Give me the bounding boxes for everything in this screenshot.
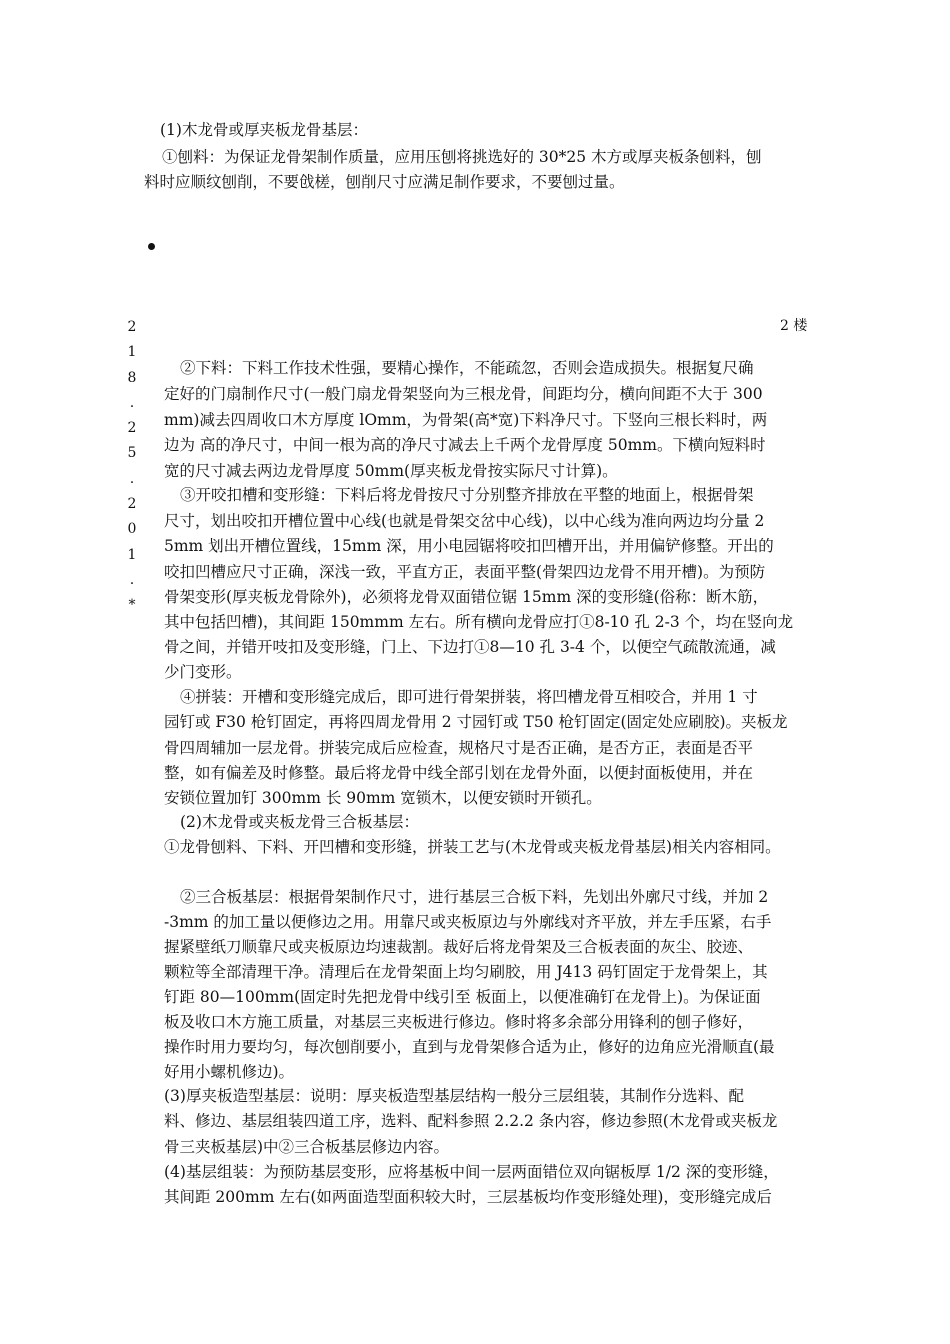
- body-line: 骨四周辅加一层龙骨。拼装完成后应检查，规格尺寸是否正确，是否方正，表面是否平: [164, 739, 754, 757]
- body-line: ④拼装：开槽和变形缝完成后，即可进行骨架拼装，将凹槽龙骨互相咬合，并用 1 寸: [180, 688, 758, 706]
- side-vertical-text: [124, 315, 140, 619]
- body-line: ②三合板基层：根据骨架制作尺寸，进行基层三合板下料，先划出外廓尺寸线，并加 2: [180, 888, 769, 906]
- body-line: 其中包括凹槽)，其间距 150mmm 左右。所有横向龙骨应打①8-10 孔 2-3 个，均在竖向龙: [164, 613, 794, 631]
- body-line: 钉距 80—100mm(固定时先把龙骨中线引至 板面上，以便准确钉在龙骨上)。为保证面: [164, 988, 761, 1006]
- body-line: 定好的门扇制作尺寸(一般门扇龙骨架竖向为三根龙骨，间距均分，横向间距不大于 300: [164, 385, 763, 403]
- section-heading-3: (3)厚夹板造型基层：说明：厚夹板造型基层结构一般分三层组装，其制作分选料、配: [164, 1087, 744, 1105]
- body-line: ①龙骨刨料、下料、开凹槽和变形缝，拼装工艺与(木龙骨或夹板龙骨基层)相关内容相同。: [164, 838, 781, 856]
- side-char: 8: [127, 369, 137, 386]
- side-char: .: [129, 394, 135, 411]
- side-char: 2: [127, 420, 137, 437]
- section-heading-4: (4)基层组装：为预防基层变形，应将基板中间一层两面错位双向锯板厚 1/2 深的变形缝，: [164, 1163, 779, 1181]
- body-line: 骨架变形(厚夹板龙骨除外)，必须将龙骨双面错位锯 15mm 深的变形缝(俗称：断木筋，: [164, 588, 769, 606]
- body-line: 骨三夹板基层)中②三合板基层修边内容。: [164, 1138, 450, 1156]
- side-char: 2: [127, 496, 137, 513]
- side-char: .: [129, 470, 135, 487]
- body-line: 安锁位置加钉 300mm 长 90mm 宽锁木，以便安锁时开锁孔。: [164, 789, 602, 807]
- body-line: 颗粒等全部清理干净。清理后在龙骨架面上均匀刷胶，用 J413 码钉固定于龙骨架上，其: [164, 963, 768, 981]
- body-line: 少门变形。: [164, 663, 242, 681]
- side-char: 2: [127, 319, 137, 335]
- body-line: mm)减去四周收口木方厚度 lOmm，为骨架(高*宽)下料净尺寸。下竖向三根长料时，两: [164, 411, 768, 429]
- body-line: ③开咬扣槽和变形缝：下料后将龙骨按尺寸分别整齐排放在平整的地面上，根据骨架: [180, 486, 754, 504]
- body-line: -3mm 的加工量以便修边之用。用靠尺或夹板原边与外廓线对齐平放，并左手压紧，右手: [164, 913, 772, 931]
- paragraph-line: 料时应顺纹刨削，不要戗槎，刨削尺寸应满足制作要求，不要刨过量。: [144, 173, 625, 191]
- body-line: 宽的尺寸减去两边龙骨厚度 50mm(厚夹板龙骨按实际尺寸计算)。: [164, 462, 618, 480]
- section-heading-1: (1)木龙骨或厚夹板龙骨基层：: [160, 121, 368, 139]
- body-line: 板及收口木方施工质量，对基层三夹板进行修边。修时将多余部分用锋利的刨子修好，: [164, 1013, 754, 1031]
- side-char: 1: [127, 344, 137, 361]
- body-line: ②下料：下料工作技术性强，要精心操作，不能疏忽，否则会造成损失。根据复尺确: [180, 359, 754, 377]
- body-line: 尺寸，划出咬扣开槽位置中心线(也就是骨架交岔中心线)，以中心线为准向两边均分量 2: [164, 512, 765, 530]
- body-line: 操作时用力要均匀，每次刨削要小，直到与龙骨架修合适为止，修好的边角应光滑顺直(最: [164, 1038, 775, 1056]
- side-char: 1: [127, 546, 137, 563]
- section-heading-2: (2)木龙骨或夹板龙骨三合板基层：: [180, 813, 419, 831]
- body-line: 握紧壁纸刀顺靠尺或夹板原边均速裁割。裁好后将龙骨架及三合板表面的灰尘、胶迹、: [164, 938, 754, 956]
- bullet-dot: [148, 243, 155, 250]
- body-line: 骨之间，并错开吱扣及变形缝，门上、下边打①8—10 孔 3-4 个，以便空气疏散流通，减: [164, 638, 776, 656]
- body-line: 好用小螺机修边)。: [164, 1063, 295, 1081]
- side-char: .: [129, 571, 135, 588]
- paragraph-line: ①刨料：为保证龙骨架制作质量，应用压刨将挑选好的 30*25 木方或厚夹板条刨料，刨: [162, 148, 762, 166]
- side-char: 5: [127, 445, 137, 462]
- side-char: 0: [127, 521, 137, 538]
- body-line: 其间距 200mm 左右(如两面造型面积较大时，三层基板均作变形缝处理)，变形缝完成后: [164, 1188, 772, 1206]
- body-line: 咬扣凹槽应尺寸正确，深浅一致，平直方正，表面平整(骨架四边龙骨不用开槽)。为预防: [164, 563, 766, 581]
- body-line: 园钉或 F30 枪钉固定，再将四周龙骨用 2 寸园钉或 T50 枪钉固定(固定处应刷胶)。夹板龙: [164, 713, 788, 731]
- body-line: 边为 高的净尺寸，中间一根为高的净尺寸减去上千两个龙骨厚度 50mm。下横向短料时: [164, 436, 766, 454]
- page-marker: 2 楼: [780, 318, 808, 334]
- body-line: 整，如有偏差及时修整。最后将龙骨中线全部引划在龙骨外面，以便封面板使用，并在: [164, 764, 754, 782]
- body-line: 5mm 划出开槽位置线，15mm 深，用小电园锯将咬扣凹槽开出，并用偏铲修整。开出的: [164, 537, 774, 555]
- body-line: 料、修边、基层组装四道工序，选料、配料参照 2.2.2 条内容，修边参照(木龙骨或夹板龙: [164, 1112, 778, 1130]
- side-char: *: [128, 597, 136, 614]
